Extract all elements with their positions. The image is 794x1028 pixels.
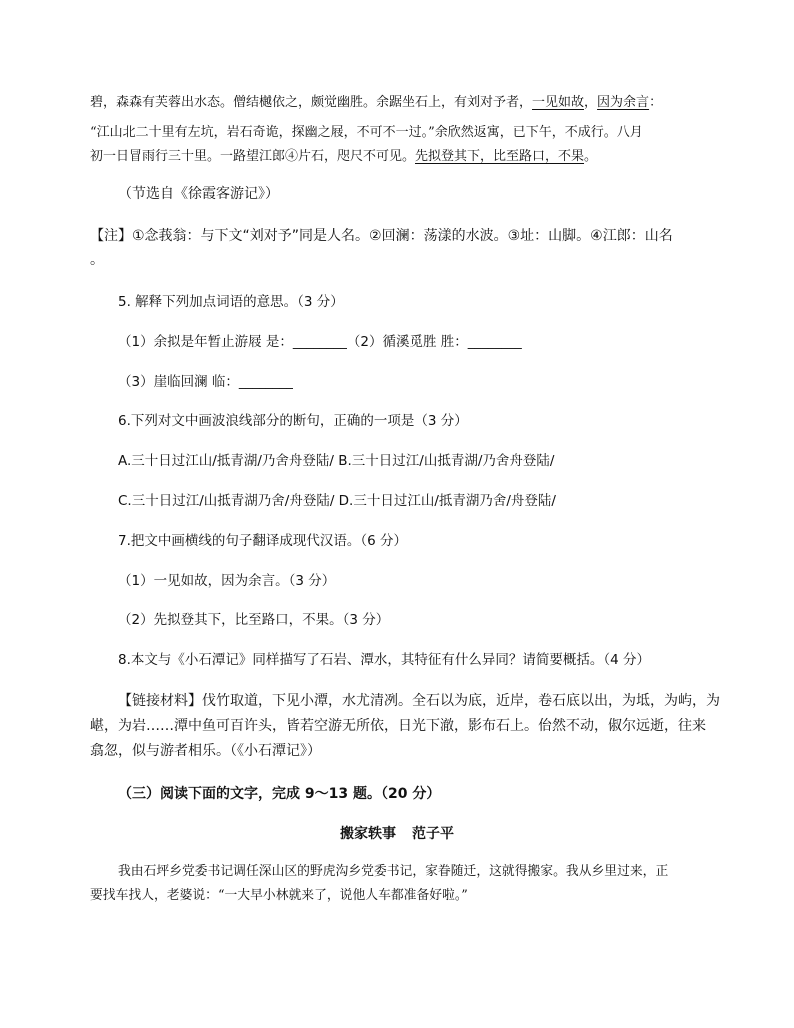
question-5-item-3: （3）崖临回澜 临：________	[118, 374, 293, 390]
passage-text: 初一日冒雨行三十里。一路望江郎④片石，咫尺不可见。	[90, 149, 416, 164]
story-line-2: 要找车找人，老婆说：“一大早小林就来了，说他人车都准备好啦。”	[90, 888, 468, 903]
section-3-heading: （三）阅读下面的文字，完成 9～13 题。（20 分）	[118, 786, 441, 802]
question-6-options-a-b: A.三十日过江山/抵青湖/乃舍舟登陆/ B.三十日过江/山抵青湖/乃舍舟登陆/	[118, 453, 555, 469]
question-5-items-1-2: （1）余拟是年暂止游屐 是：________（2）循溪觅胜 胜：________	[118, 334, 522, 350]
question-7-item-1: （1）一见如故，因为余言。（3 分）	[118, 573, 336, 589]
question-7: 7.把文中画横线的句子翻译成现代汉语。（6 分）	[118, 533, 408, 549]
question-5: 5. 解释下列加点词语的意思。（3 分）	[118, 294, 344, 310]
passage-line-1	[90, 93, 662, 113]
note-line-1: 【注】①念莪翁：与下文“刘对予”同是人名。②回澜：荡漾的水波。③址：山脚。④江郎：山名	[90, 228, 673, 244]
question-7-item-2: （2）先拟登其下，比至路口，不果。（3 分）	[118, 612, 390, 628]
punctuation: ：	[649, 95, 663, 110]
passage-line-3	[90, 147, 597, 167]
source-citation: （节选自《徐霞客游记》）	[118, 186, 279, 202]
story-author: 范子平	[412, 826, 454, 842]
story-title-block	[0, 823, 794, 843]
link-material-line-2: 嵁，为岩……潭中鱼可百许头，皆若空游无所依，日光下澈，影布石上。佁然不动，俶尔远逝，往来	[90, 718, 706, 734]
underlined-phrase: 一见如故	[532, 95, 585, 110]
question-8: 8.本文与《小石潭记》同样描写了石岩、潭水，其特征有什么异同？请简要概括。（4 分）	[118, 652, 651, 668]
underlined-phrase: 因为余言	[597, 95, 650, 110]
underlined-sentence: 先拟登其下，比至路口，不果	[415, 149, 585, 164]
story-title: 搬家轶事	[340, 826, 396, 842]
story-line-1: 我由石坪乡党委书记调任深山区的野虎沟乡党委书记，家眷随迁，这就得搬家。我从乡里过来，正	[118, 864, 669, 879]
punctuation: ，	[584, 95, 598, 110]
question-6-options-c-d: C.三十日过江/山抵青湖乃舍/舟登陆/ D.三十日过江山/抵青湖乃舍/舟登陆/	[118, 493, 556, 509]
passage-text: 碧，森森有芙蓉出水态。僧结樾依之，颇觉幽胜。余踞坐石上，有刘对予者，	[90, 95, 533, 110]
question-6: 6.下列对文中画波浪线部分的断句，正确的一项是（3 分）	[118, 413, 468, 429]
punctuation: 。	[584, 149, 598, 164]
link-material-line-3: 翕忽，似与游者相乐。（《小石潭记》）	[90, 743, 321, 759]
note-line-2: 。	[90, 252, 104, 268]
link-material-line-1: 【链接材料】伐竹取道，下见小潭，水尤清冽。全石以为底，近岸，卷石底以出，为坻，为屿，为	[118, 693, 720, 709]
passage-line-2: “江山北二十里有左坑，岩石奇诡，探幽之屐，不可不一过。”余欣然返寓，已下午，不成行。八月	[90, 125, 643, 140]
